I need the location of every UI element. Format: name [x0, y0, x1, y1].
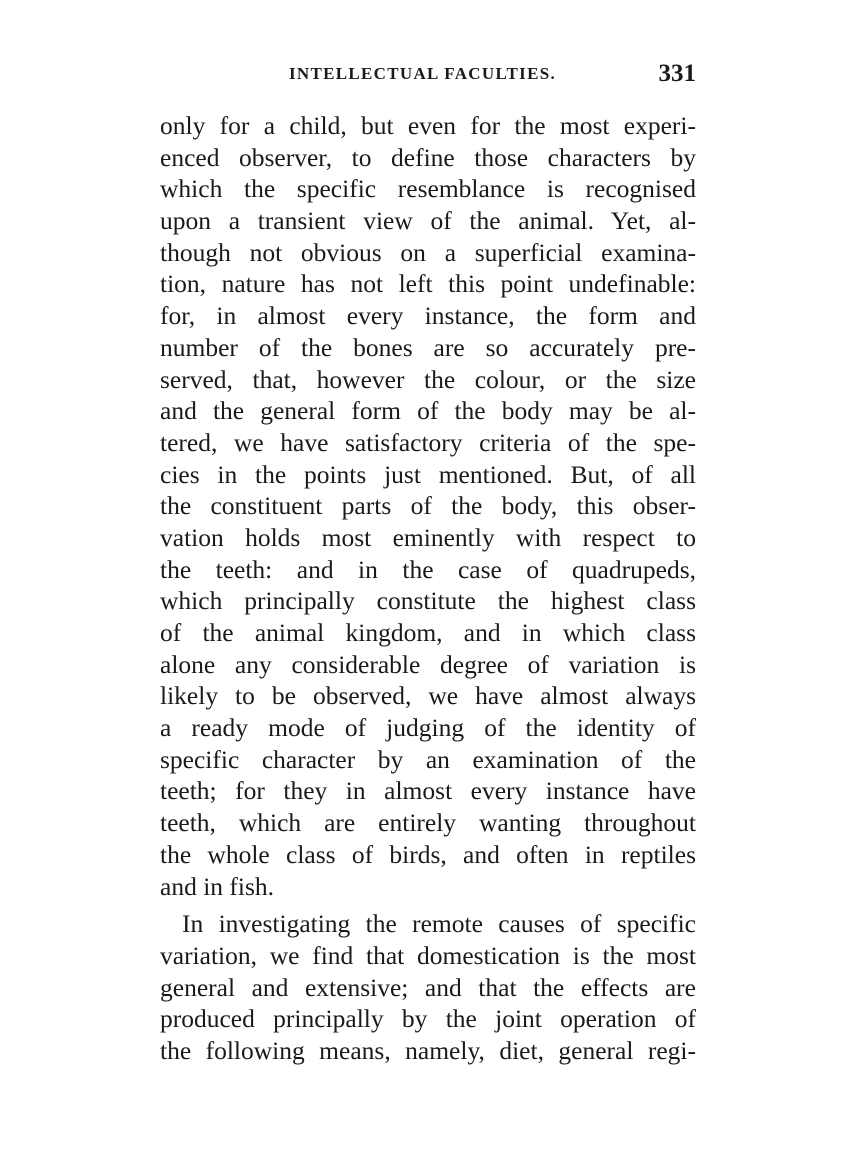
running-head: [160, 60, 696, 94]
text-line: though not obvious on a superficial examina-: [160, 237, 696, 267]
text-line: which the specific resemblance is recognised: [160, 174, 696, 204]
text-line: upon a transient view of the animal. Yet, al-: [160, 206, 696, 236]
body-text: [160, 110, 696, 1067]
page-number: 331: [658, 60, 696, 87]
text-line: only for a child, but even for the most experi-: [160, 111, 696, 140]
paragraph-1: [160, 110, 696, 902]
text-line: enced observer, to define those characters by: [160, 142, 696, 172]
text-line: for, in almost every instance, the form and: [160, 301, 696, 331]
text-line: of the animal kingdom, and in which class: [160, 618, 696, 647]
text-line: the following means, namely, diet, general regi-: [160, 1035, 696, 1065]
text-line: likely to be observed, we have almost always: [160, 681, 696, 711]
text-line: the teeth: and in the case of quadrupeds,: [160, 554, 696, 584]
text-line: the whole class of birds, and often in reptiles: [160, 839, 696, 869]
text-line: the constituent parts of the body, this obser-: [160, 491, 696, 521]
text-line: teeth, which are entirely wanting throughout: [160, 808, 696, 838]
running-title: INTELLECTUAL FACULTIES.: [289, 64, 557, 83]
text-line: teeth; for they in almost every instance have: [160, 776, 696, 806]
text-line: tion, nature has not left this point undefinable:: [160, 269, 696, 299]
text-line: served, that, however the colour, or the size: [160, 364, 696, 394]
text-line: alone any considerable degree of variation is: [160, 649, 696, 679]
text-line: vation holds most eminently with respect to: [160, 522, 696, 552]
text-line: and the general form of the body may be al-: [160, 396, 696, 426]
text-line: produced principally by the joint operation of: [160, 1004, 696, 1034]
paragraph-2: [160, 908, 696, 1066]
text-line: In investigating the remote causes of specific: [182, 909, 696, 939]
text-line: which principally constitute the highest class: [160, 586, 696, 616]
text-line: and in fish.: [160, 871, 275, 901]
text-line: number of the bones are so accurately pre-: [160, 332, 696, 362]
text-line: tered, we have satisfactory criteria of the spe-: [160, 427, 696, 457]
text-line: a ready mode of judging of the identity of: [160, 713, 696, 743]
text-line: cies in the points just mentioned. But, of all: [160, 459, 696, 489]
text-line: specific character by an examination of the: [160, 744, 696, 774]
text-line: variation, we find that domestication is the most: [160, 940, 696, 970]
text-line: general and extensive; and that the effects are: [160, 972, 696, 1002]
